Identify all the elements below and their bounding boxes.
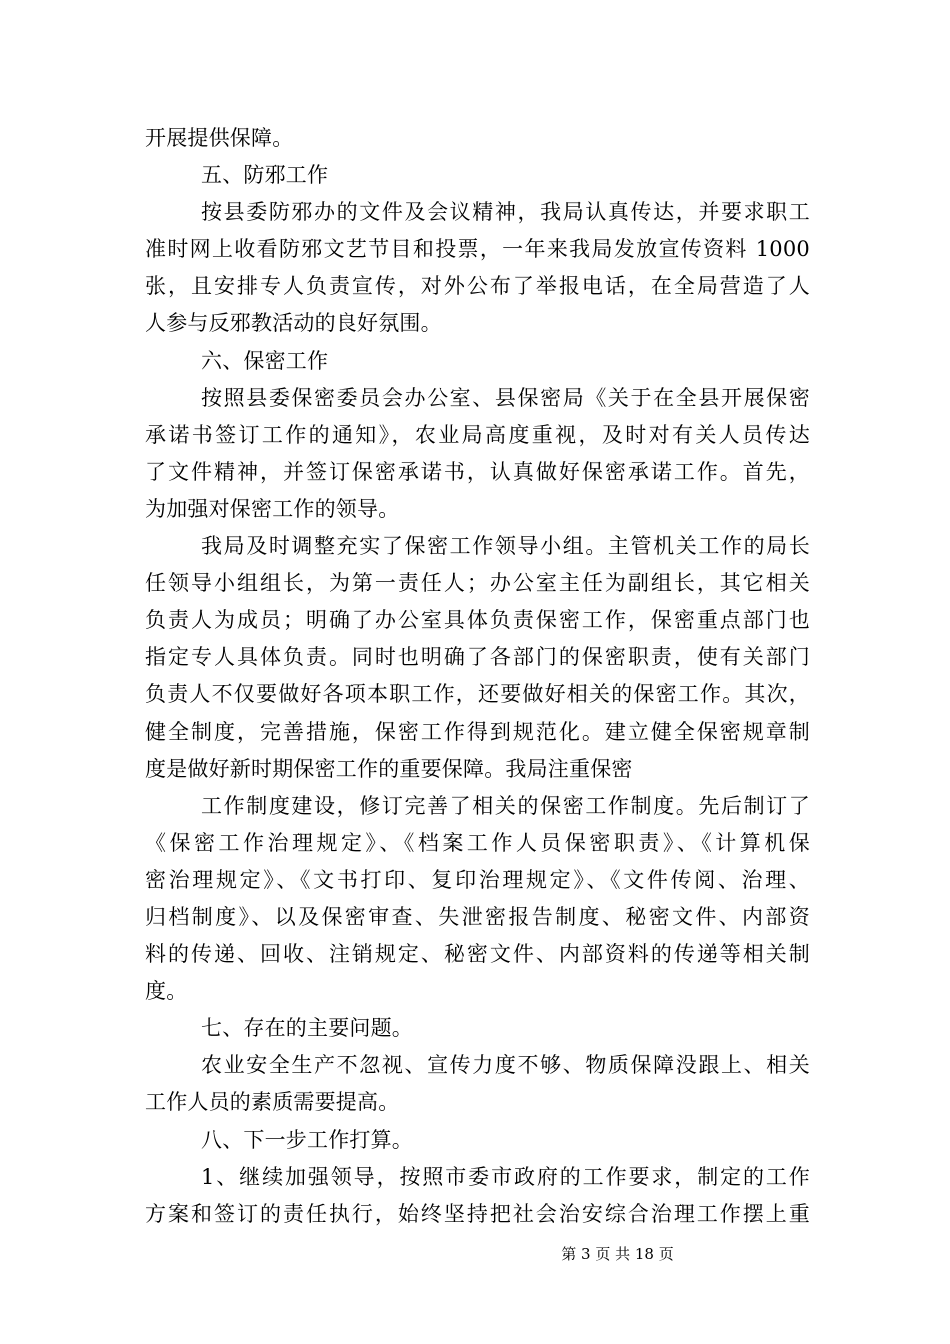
text-line: 密治理规定》、《文书打印、复印治理规定》、《文件传阅、治理、 xyxy=(145,867,810,892)
page-footer: 第 3 页 共 18 页 xyxy=(561,1245,674,1263)
text-line: 度。 xyxy=(145,979,188,1004)
document-body xyxy=(145,120,810,1233)
text-line: 农业安全生产不忽视、宣传力度不够、物质保障没跟上、相关 xyxy=(201,1053,810,1078)
text-line: 为加强对保密工作的领导。 xyxy=(145,496,400,521)
text-line: 料的传递、回收、注销规定、秘密文件、内部资料的传递等相关制 xyxy=(145,942,810,967)
text-line: 开展提供保障。 xyxy=(145,126,294,150)
text-line: 度是做好新时期保密工作的重要保障。我局注重保密 xyxy=(145,756,633,781)
text-line: 承诺书签订工作的通知》，农业局高度重视，及时对有关人员传达 xyxy=(145,422,810,447)
text-line: 健全制度，完善措施，保密工作得到规范化。建立健全保密规章制 xyxy=(145,719,810,744)
text-line: 人参与反邪教活动的良好氛围。 xyxy=(145,311,442,336)
text-line: 归档制度》、以及保密审查、失泄密报告制度、秘密文件、内部资 xyxy=(145,904,810,929)
text-line: 按县委防邪办的文件及会议精神，我局认真传达，并要求职工 xyxy=(201,200,810,225)
text-line: 张，且安排专人负责宣传，对外公布了举报电话，在全局营造了人 xyxy=(145,274,810,299)
text-line: 工作人员的素质需要提高。 xyxy=(145,1090,400,1115)
text-line: 任领导小组组长，为第一责任人；办公室主任为副组长，其它相关 xyxy=(145,571,810,596)
text-line: 《保密工作治理规定》、《档案工作人员保密职责》、《计算机保 xyxy=(145,830,810,855)
text-line: 我局及时调整充实了保密工作领导小组。主管机关工作的局长 xyxy=(201,534,810,559)
text-line: 七、存在的主要问题。 xyxy=(201,1016,413,1041)
text-line: 准时网上收看防邪文艺节目和投票，一年来我局发放宣传资料 1000 xyxy=(145,237,810,262)
text-line: 1、继续加强领导，按照市委市政府的工作要求，制定的工作 xyxy=(201,1164,810,1189)
text-line: 六、保密工作 xyxy=(201,348,329,373)
text-line: 负责人为成员；明确了办公室具体负责保密工作，保密重点部门也 xyxy=(145,608,810,633)
text-line: 八、下一步工作打算。 xyxy=(201,1127,413,1152)
text-line: 工作制度建设，修订完善了相关的保密工作制度。先后制订了 xyxy=(201,793,810,818)
text-line: 了文件精神，并签订保密承诺书，认真做好保密承诺工作。首先， xyxy=(145,459,810,484)
text-line: 指定专人具体负责。同时也明确了各部门的保密职责，使有关部门 xyxy=(145,645,810,670)
text-line: 按照县委保密委员会办公室、县保密局《关于在全县开展保密 xyxy=(201,385,810,410)
text-line: 方案和签订的责任执行，始终坚持把社会治安综合治理工作摆上重 xyxy=(145,1201,810,1226)
text-line: 五、防邪工作 xyxy=(201,163,329,188)
text-line: 负责人不仅要做好各项本职工作，还要做好相关的保密工作。其次， xyxy=(145,682,810,707)
